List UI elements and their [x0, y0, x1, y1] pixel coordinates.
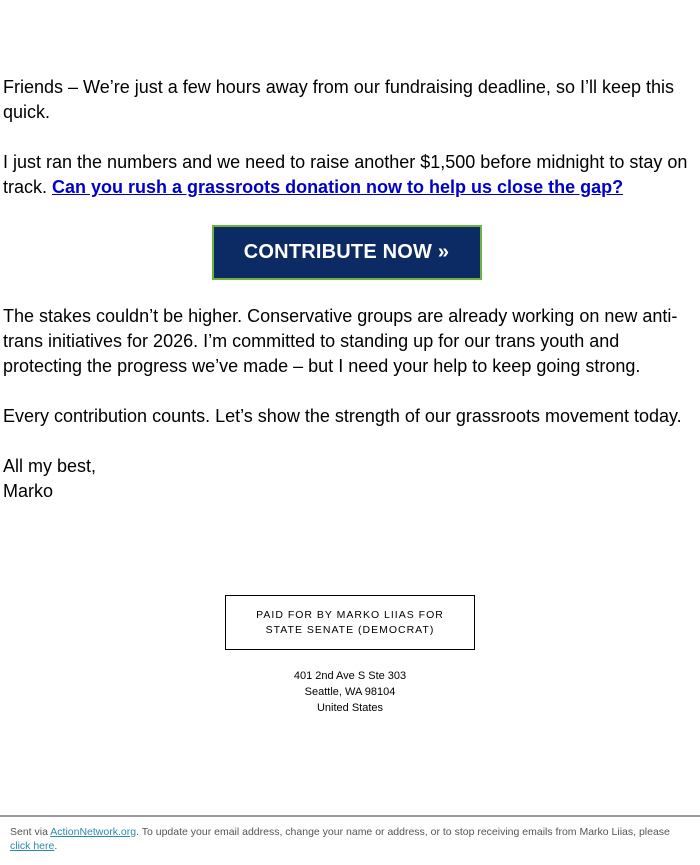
- footer-prefix: Sent via: [10, 826, 51, 838]
- ask-text: I just ran the numbers and we need to raise another $1,500 before midnight to stay on track.: [3, 152, 688, 197]
- unsubscribe-link[interactable]: click here: [10, 840, 55, 852]
- intro-paragraph: Friends – We’re just a few hours away from our fundraising deadline, so I’ll keep this quick.: [3, 77, 674, 122]
- contribute-now-button[interactable]: CONTRIBUTE NOW »: [212, 225, 482, 280]
- ask-paragraph: [3, 150, 693, 200]
- contribution-paragraph: Every contribution counts. Let’s show the strength of our grassroots movement today.: [3, 406, 682, 426]
- signoff: All my best,: [3, 456, 97, 476]
- cta-container: [0, 225, 693, 292]
- email-footer: [0, 815, 700, 865]
- mailing-address: [0, 668, 700, 716]
- footer-middle: . To update your email address, change your name or address, or to stop receiving emails from Marko Liias, please: [136, 826, 670, 838]
- address-line-3: United States: [316, 702, 384, 714]
- footer-suffix: .: [54, 840, 58, 852]
- signature: Marko: [3, 481, 54, 501]
- actionnetwork-link[interactable]: ActionNetwork.org: [50, 826, 137, 838]
- email-body: [3, 75, 693, 504]
- disclaimer-text: PAID FOR BY MARKO LIIAS FOR STATE SENATE (DEMOCRAT): [256, 608, 444, 636]
- address-line-2: Seattle, WA 98104: [304, 686, 396, 698]
- donate-link[interactable]: Can you rush a grassroots donation now to help us close the gap?: [52, 177, 624, 197]
- address-line-1: 401 2nd Ave S Ste 303: [293, 670, 407, 682]
- paid-for-disclaimer: [225, 595, 475, 650]
- stakes-paragraph: The stakes couldn’t be higher. Conservative groups are already working on new anti-trans initiatives for 2026. I’m committed to standing up for our trans youth and protecting the progress we’ve made – but I need your help to keep going strong.: [3, 306, 678, 376]
